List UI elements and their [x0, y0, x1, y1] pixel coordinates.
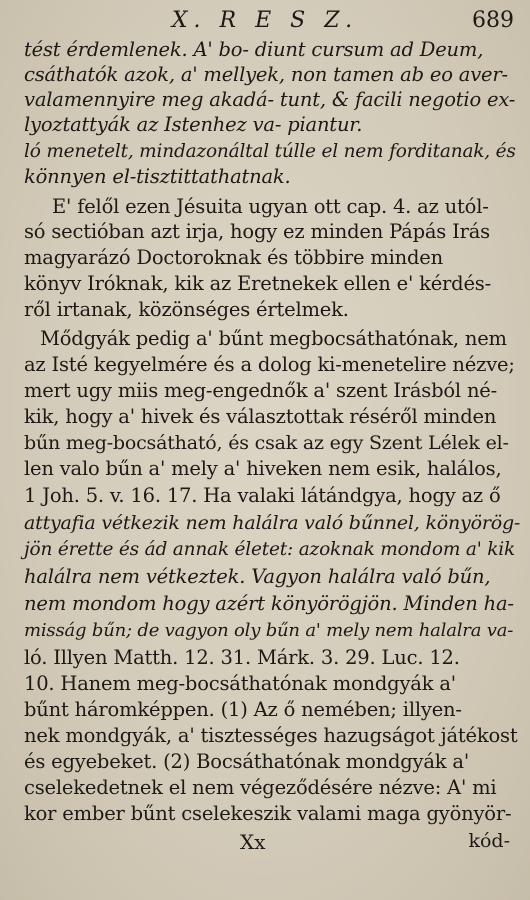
- text-line: len valo bűn a' mely a' hiveken nem esik, halálos,: [24, 457, 502, 480]
- text-line: cselekedetnek el nem végeződésére nézve: A' mi: [24, 776, 497, 799]
- text-line: mert ugy miis meg-engednők a' szent Irásból né-: [24, 379, 498, 402]
- text-line: só sectióban azt irja, hogy ez minden Pápás Irás: [24, 220, 490, 243]
- page-number: 689: [472, 8, 514, 33]
- text-line: valamennyire meg akadá- tunt, & facili negotio ex-: [24, 88, 516, 111]
- text-line: ló. Illyen Matth. 12. 31. Márk. 3. 29. Luc. 12.: [24, 646, 460, 669]
- text-line: nek mondgyák, a' tisztességes hazugságot játékost: [24, 724, 518, 747]
- text-line: az Isté kegyelmére és a dolog ki-menetelire nézve;: [24, 353, 515, 376]
- text-line: csáthatók azok, a' mellyek, non tamen ab eo aver-: [24, 63, 508, 86]
- text-line: és egyebeket. (2) Bocsáthatónak mondgyák a': [24, 750, 469, 773]
- text-line: magyarázó Doctoroknak és többire minden: [24, 246, 444, 269]
- text-line: lyoztattyák az Istenhez va- piantur.: [24, 113, 363, 136]
- page-header: [0, 6, 530, 36]
- text-line: kik, hogy a' hivek és választottak réséről minden: [24, 405, 497, 428]
- chapter-title: X. R E S Z.: [171, 8, 359, 33]
- text-line: attyafia vétkezik nem halálra való bűnnel, könyörög-: [24, 512, 521, 534]
- text-line: bűn meg-bocsátható, és csak az egy Szent Lélek el-: [24, 432, 509, 454]
- text-line: misság bűn; de vagyon oly bűn a' mely nem halalra va-: [24, 620, 514, 641]
- text-line: könnyen el-tisztittathatnak.: [24, 165, 291, 188]
- text-line: E' felől ezen Jésuita ugyan ott cap. 4. az utól-: [52, 195, 489, 218]
- text-line: nem mondom hogy azért könyörögjön. Minden ha-: [24, 592, 514, 615]
- text-line: 1 Joh. 5. v. 16. 17. Ha valaki látándgya, hogy az ő: [24, 484, 501, 507]
- text-line: Mődgyák pedig a' bűnt megbocsáthatónak, nem: [40, 327, 507, 350]
- text-line: kor ember bűnt cselekeszik valami maga gyönyör-: [24, 802, 512, 825]
- text-line: ló menetelt, mindazonáltal túlle el nem forditanak, és: [24, 141, 516, 162]
- text-line: jön érette és ád annak életet: azoknak mondom a' kik: [24, 539, 515, 560]
- text-line: 10. Hanem meg-bocsáthatónak mondgyák a': [24, 672, 456, 695]
- text-line: tést érdemlenek. A' bo- diunt cursum ad Deum,: [24, 38, 484, 61]
- catchword: kód-: [468, 830, 510, 852]
- text-line: ről irtanak, közönséges értelmek.: [24, 298, 349, 321]
- text-line: könyv Iróknak, kik az Eretnekek ellen e' kérdés-: [24, 272, 491, 295]
- text-line: halálra nem vétkeztek. Vagyon halálra való bűn,: [24, 565, 491, 588]
- text-line: bűnt háromképpen. (1) Az ő nemében; illyen-: [24, 698, 462, 721]
- signature-mark: Xx: [240, 830, 266, 854]
